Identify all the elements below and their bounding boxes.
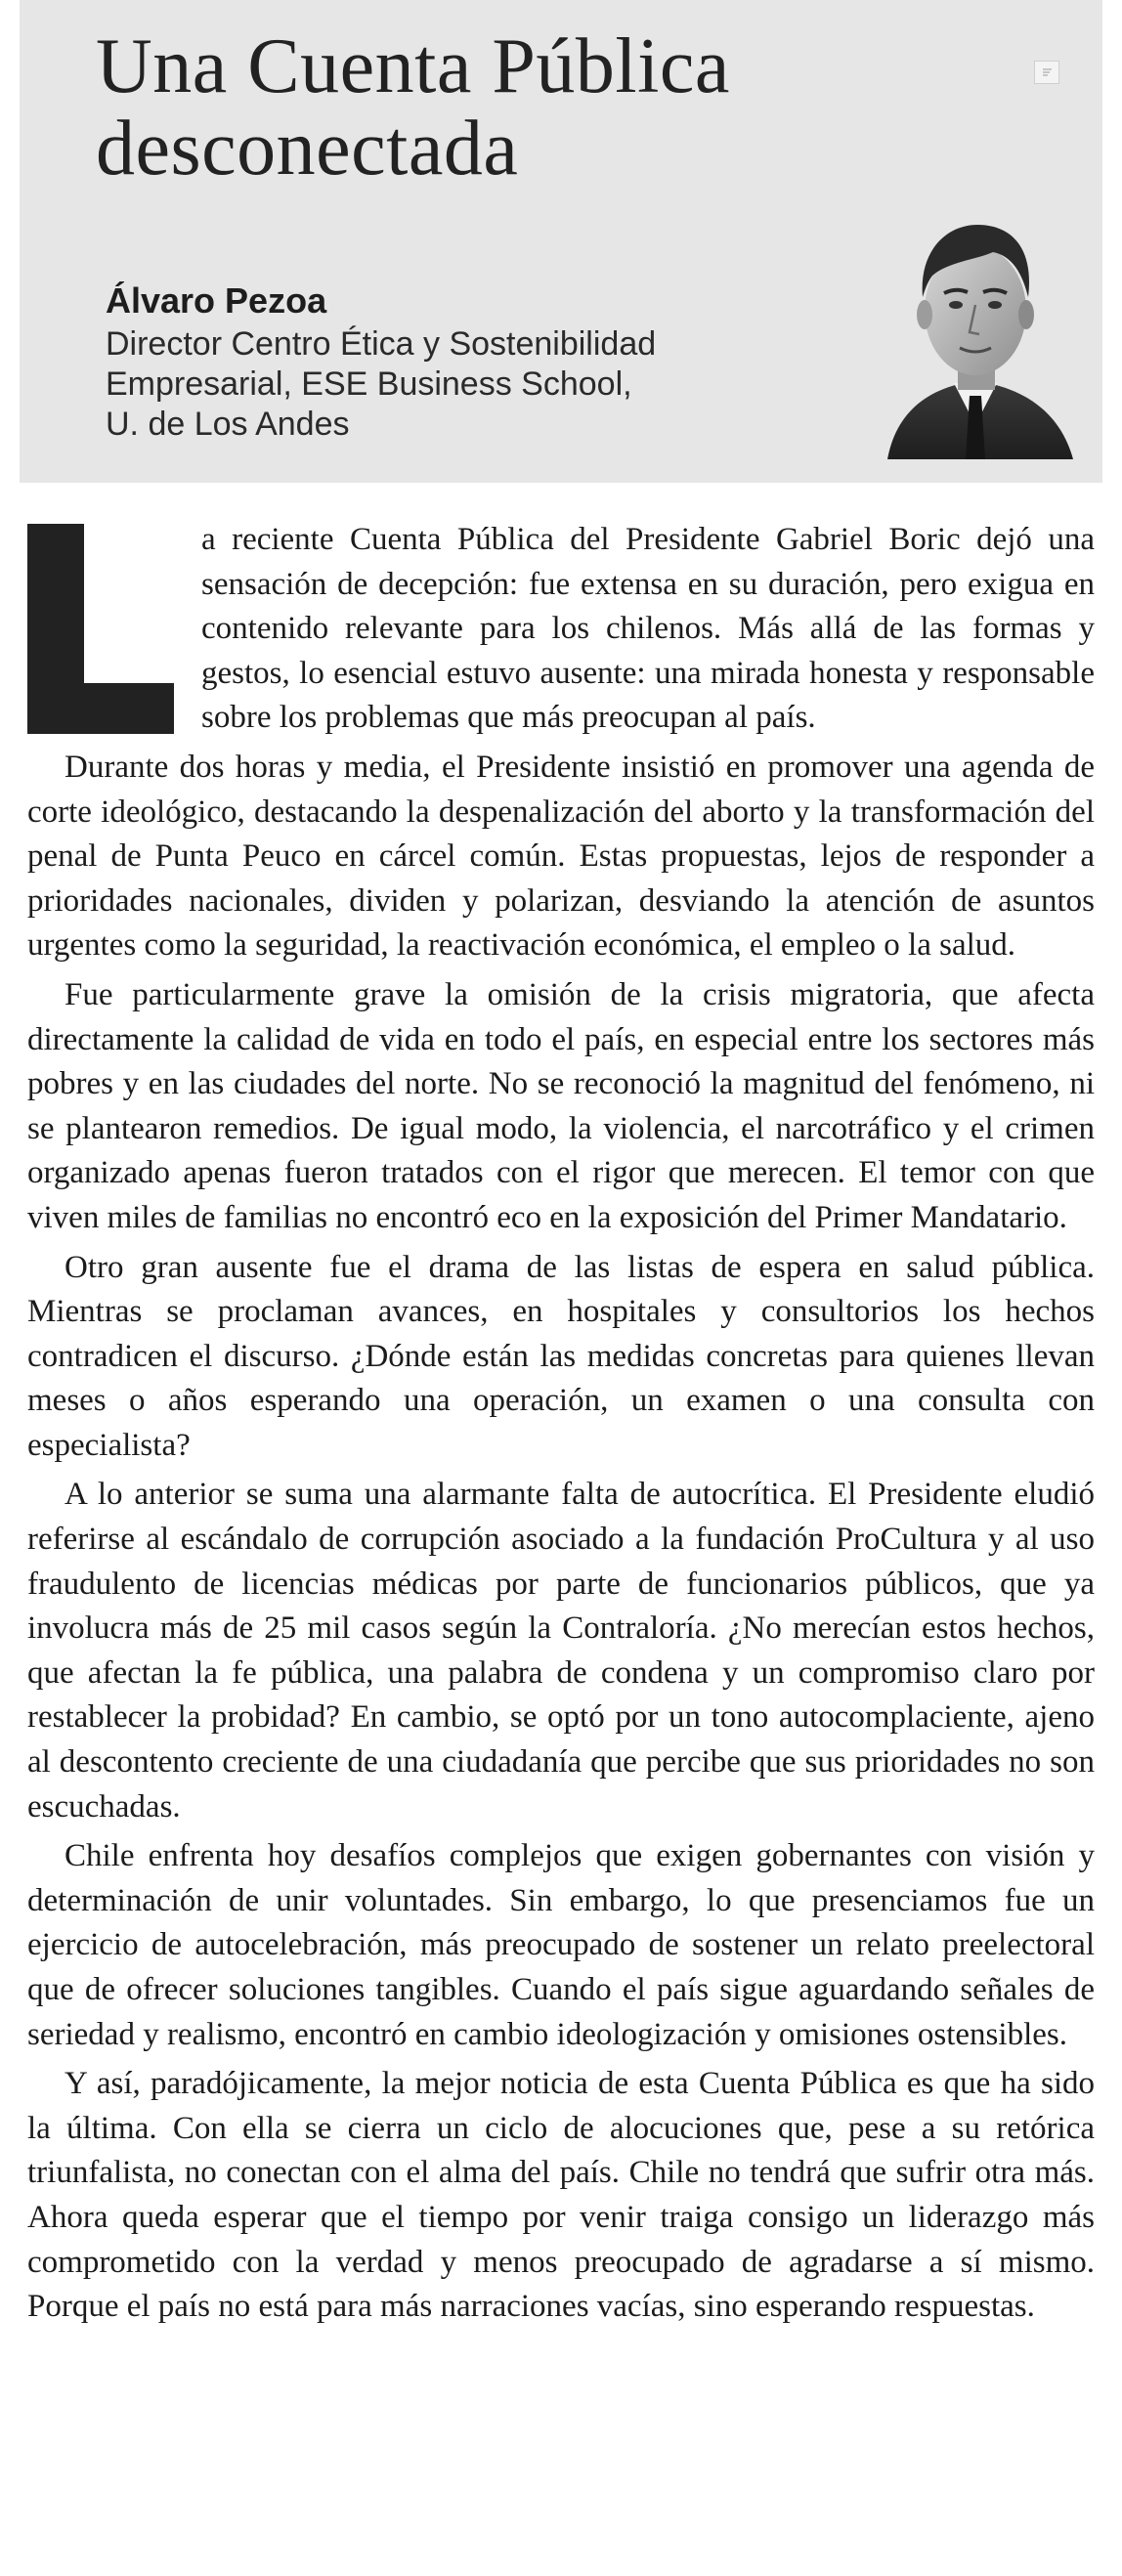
headline (96, 25, 730, 190)
author-role (106, 324, 809, 445)
dropcap (27, 524, 174, 734)
article-paragraph-4: Otro gran ausente fue el drama de las listas de espera en salud pública. Mientras se proclaman avances, en hospitales y consultorios los hechos contradicen el discurso. ¿Dónde están las medidas concretas para quienes llevan meses o años esperando una operación, un examen o una consulta con especialista? (27, 1249, 1095, 1463)
article-header (20, 0, 1102, 483)
article-paragraph-3: Fue particularmente grave la omisión de la crisis migratoria, que afecta directamente la calidad de vida en todo el país, en especial entre los sectores más pobres y en las ciudades del norte. No se reconoció la magnitud del fenómeno, ni se plantearon remedios. De igual modo, la violencia, el narcotráfico y el crimen organizado apenas fueron tratados con el rigor que merecen. El temor con que viven miles de familias no encontró eco en la exposición del Primer Mandatario. (27, 976, 1095, 1235)
article-paragraph-6: Chile enfrenta hoy desafíos complejos que exigen gobernantes con visión y determinación de unir voluntades. Sin embargo, lo que presenciamos fue un ejercicio de autocelebración, más preocupado de sostener un relato preelectoral que de ofrecer soluciones tangibles. Cuando el país sigue aguardando señales de seriedad y realismo, encontró en cambio ideologización y omisiones ostensibles. (27, 1838, 1095, 2052)
article-paragraph-5: A lo anterior se suma una alarmante falta de autocrítica. El Presidente eludió referirse al escándalo de corrupción asociado a la fundación ProCultura y al uso fraudulento de licencias médicas por parte de funcionarios públicos, que ya involucra más de 25 mil casos según la Contraloría. ¿No merecían estos hechos, que afectan la fe pública, una palabra de condena y un compromiso claro por restablecer la probidad? En cambio, se optó por un tono autocomplaciente, ajeno al descontento creciente de una ciudadanía que percibe que sus prioridades no son escuchadas. (27, 1477, 1095, 1825)
article-paragraph-2: Durante dos horas y media, el Presidente insistió en promover una agenda de corte ideológico, destacando la despenalización del aborto y la transformación del penal de Punta Peuco en cárcel común. Estas propuestas, lejos de responder a prioridades nacionales, dividen y polarizan, desviando la atención de asuntos urgentes como la seguridad, la reactivación económica, el empleo o la salud. (27, 749, 1095, 964)
article-paragraph-1 (27, 518, 1095, 741)
article-paragraph-7: Y así, paradójicamente, la mejor noticia de esta Cuenta Pública es que ha sido la última. Con ella se cierra un ciclo de alocuciones que, pese a su retórica triunfalista, no conectan con el alma del país. Chile no tendrá que sufrir otra más. Ahora queda esperar que el tiempo por venir traiga consigo un liderazgo más comprometido con la verdad y menos preocupado de agradarse a sí mismo. Porque el país no está para más narraciones vacías, sino esperando respuestas. (27, 2066, 1095, 2325)
author-role-line-1: Director Centro Ética y Sostenibilidad (106, 325, 657, 363)
dropcap-letter (27, 524, 174, 734)
author-role-line-3: U. de Los Andes (106, 406, 350, 443)
article-body (27, 518, 1095, 2335)
author-role-line-2: Empresarial, ESE Business School, (106, 365, 632, 403)
article-paragraph-1-text: a reciente Cuenta Pública del Presidente Gabriel Boric dejó una sensación de decepción: fue extensa en su duración, pero exigua en contenido relevante para los chilenos. Más allá de las formas y gestos, lo esencial estuvo ausente: una mirada honesta y responsable sobre los problemas que más preocupan al país. (201, 522, 1095, 736)
document-icon[interactable] (1034, 61, 1059, 84)
author-portrait (868, 195, 1083, 459)
headline-line-1: Una Cuenta Pública (96, 23, 730, 109)
author-name: Álvaro Pezoa (106, 280, 327, 321)
headline-line-2: desconectada (96, 106, 519, 192)
